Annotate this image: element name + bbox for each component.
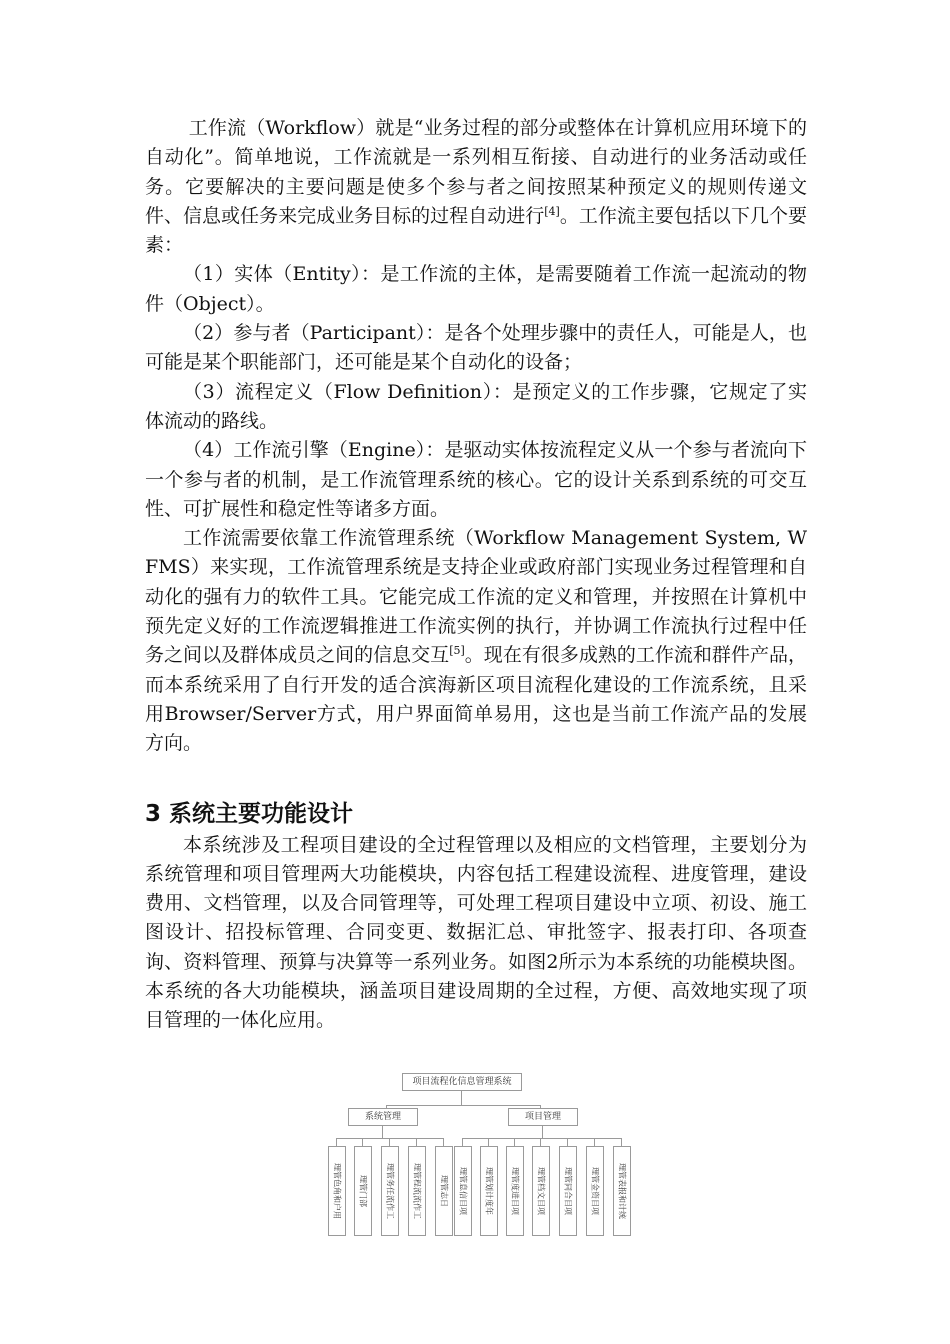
diagram-root-box: 项目流程化信息管理系统 bbox=[402, 1073, 522, 1091]
paragraph-flow-definition: （3）流程定义（Flow Definition）：是预定义的工作步骤，它规定了实体流动的路线。 bbox=[145, 380, 807, 432]
citation-ref: [5] bbox=[449, 644, 465, 658]
diagram-leaf-project-info: 理管息信目项 bbox=[454, 1146, 472, 1236]
diagram-leaf-workflow-process: 理管程流流作工 bbox=[408, 1146, 426, 1236]
diagram-leaf-log: 理管志日 bbox=[435, 1146, 453, 1236]
diagram-leaf-project-progress: 理管度进目项 bbox=[506, 1146, 524, 1236]
paragraph-entity: （1）实体（Entity）：是工作流的主体，是需要随着工作流一起流动的物件（Object）。 bbox=[145, 263, 807, 315]
paragraph-wfms: 工作流需要依靠工作流管理系统（Workflow Management System, WFMS）来实现，工作流管理系统是支持企业或政府部门实现业务过程管理和自动化的强有力的软件工具。它能完成工作流的定义和管理，并按照在计算机中预先定义好的工作流逻辑推进工作流实例的执行，并协调工作流执行过程中任务之间以及群体成员之间的信息交互[5]。现在有很多成熟的工作流和群件产品，而本系统采用了自行开发的适合滨海新区项目流程化建设的工作流系统，且采用Browser/Server方式，用户界面简单易用，这也是当前工作流产品的发展方向。 bbox=[145, 527, 807, 755]
function-module-diagram bbox=[318, 1070, 634, 1220]
diagram-leaf-project-funds: 理管金资目项 bbox=[586, 1146, 604, 1236]
paragraph-participant: （2）参与者（Participant）：是各个处理步骤中的责任人，可能是人，也可能是某个职能部门，还可能是某个自动化的设备； bbox=[145, 322, 807, 374]
document-body bbox=[145, 114, 807, 1036]
paragraph-engine: （4）工作流引擎（Engine）：是驱动实体按流程定义从一个参与者流向下一个参与者的机制，是工作流管理系统的核心。它的设计关系到系统的可交互性、可扩展性和稳定性等诸多方面。 bbox=[145, 439, 807, 520]
diagram-leaf-statistics-report: 理管表报和计统 bbox=[613, 1146, 631, 1236]
diagram-project-management-box: 项目管理 bbox=[508, 1108, 578, 1126]
diagram-leaf-project-contract: 理管同合目项 bbox=[559, 1146, 577, 1236]
diagram-system-management-box: 系统管理 bbox=[348, 1108, 418, 1126]
diagram-leaf-workflow-task: 理管务任流作工 bbox=[381, 1146, 399, 1236]
diagram-leaf-annual-plan: 理管划计度年 bbox=[480, 1146, 498, 1236]
citation-ref: [4] bbox=[544, 204, 560, 218]
diagram-leaf-project-documents: 理管档文目项 bbox=[532, 1146, 550, 1236]
paragraph-system-functions: 本系统涉及工程项目建设的全过程管理以及相应的文档管理，主要划分为系统管理和项目管理两大功能模块，内容包括工程建设流程、进度管理，建设费用、文档管理，以及合同管理等，可处理工程项目建设中立项、初设、施工图设计、招投标管理、合同变更、数据汇总、审批签字、报表打印、各项查询、资料管理、预算与决算等一系列业务。如图2所示为本系统的功能模块图。本系统的各大功能模块，涵盖项目建设周期的全过程，方便、高效地实现了项目管理的一体化应用。 bbox=[145, 833, 807, 1032]
diagram-leaf-department: 理管门部 bbox=[354, 1146, 372, 1236]
paragraph-workflow-definition: 工作流（Workflow）就是“业务过程的部分或整体在计算机应用环境下的自动化”。简单地说，工作流就是一系列相互衔接、自动进行的业务活动或任务。它要解决的主要问题是使多个参与者之间按照某种预定义的规则传递文件、信息或任务来完成业务目标的过程自动进行[4]。工作流主要包括以下几个要素： bbox=[145, 117, 807, 257]
diagram-leaf-user-role: 理管色角和户用 bbox=[328, 1146, 346, 1236]
section-heading: 3 系统主要功能设计 bbox=[145, 800, 354, 827]
